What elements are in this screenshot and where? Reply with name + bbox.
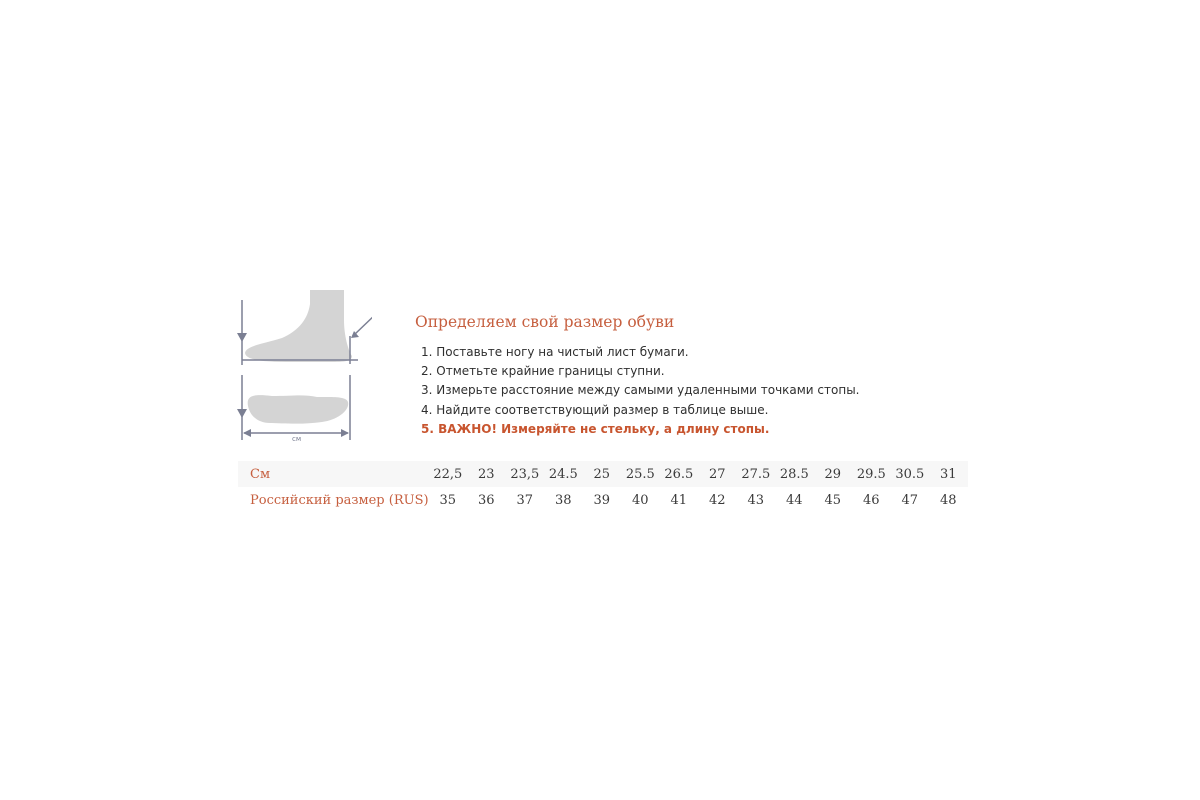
guide-title: Определяем свой размер обуви xyxy=(415,313,675,331)
table-cell: 29.5 xyxy=(856,466,886,482)
table-cell: 27 xyxy=(709,466,726,482)
table-cell: 46 xyxy=(863,492,880,508)
step-item: 4. Найдите соответствующий размер в таблице выше. xyxy=(421,402,769,417)
table-cell: 26.5 xyxy=(664,466,694,482)
table-row-rus xyxy=(238,487,968,513)
table-cell: 42 xyxy=(709,492,726,508)
foot-measurement-icon xyxy=(232,290,372,445)
table-cell: 23 xyxy=(478,466,495,482)
table-cell: 29 xyxy=(824,466,842,482)
foot-side-view xyxy=(245,290,352,362)
table-cell: 40 xyxy=(632,492,649,508)
row-label-rus: Российский размер (RUS) xyxy=(250,492,429,508)
foot-measurement-illustration xyxy=(232,290,372,445)
table-cell: 35 xyxy=(439,492,457,508)
table-cell: 25.5 xyxy=(625,466,655,482)
table-cell: 25 xyxy=(593,466,611,482)
steps-list xyxy=(415,343,935,439)
table-cell: 38 xyxy=(555,492,572,508)
step-item: 3. Измерьте расстояние между самыми удаленными точками стопы. xyxy=(421,383,860,398)
table-cell: 45 xyxy=(824,492,842,508)
table-cell: 22,5 xyxy=(433,466,463,482)
table-cell: 48 xyxy=(940,492,957,508)
size-chart-table xyxy=(238,461,968,513)
step-item-important: 5. ВАЖНО! Измеряйте не стельку, а длину стопы. xyxy=(421,421,770,436)
measuring-guide xyxy=(415,313,935,439)
step-item: 1. Поставьте ногу на чистый лист бумаги. xyxy=(421,345,689,359)
table-cell: 28.5 xyxy=(779,466,809,482)
table-cell: 44 xyxy=(786,492,803,508)
step-item: 2. Отметьте крайние границы ступни. xyxy=(421,364,665,379)
table-cell: 30.5 xyxy=(895,466,925,482)
table-cell: 47 xyxy=(901,492,919,508)
table-cell: 24.5 xyxy=(548,466,578,482)
table-cell: 41 xyxy=(670,492,688,508)
table-cell: 39 xyxy=(593,492,611,508)
table-cell: 43 xyxy=(747,492,765,508)
table-row-cm xyxy=(238,461,968,487)
table-cell: 31 xyxy=(940,466,957,482)
table-cell: 37 xyxy=(516,492,534,508)
foot-top-view xyxy=(248,395,349,423)
table-cell: 36 xyxy=(478,492,495,508)
row-label-cm: См xyxy=(250,466,271,482)
table-cell: 27.5 xyxy=(741,466,771,482)
table-cell: 23,5 xyxy=(510,466,540,482)
measure-unit-label: см xyxy=(292,435,302,443)
